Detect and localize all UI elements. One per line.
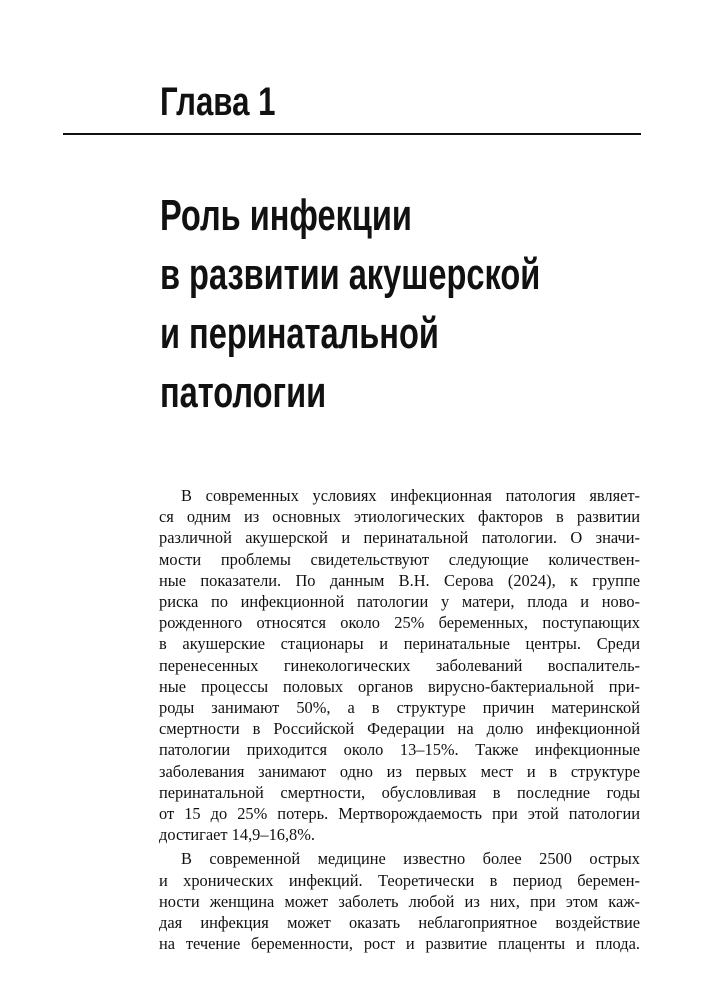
text-line: заболевания занимают одно из первых мест и в структуре bbox=[159, 761, 640, 781]
text-line: рожденного относятся около 25% беременных, поступающих bbox=[159, 613, 640, 633]
chapter-title-line: Роль инфекции bbox=[160, 191, 412, 240]
text-line: патологии приходится около 13–15%. Также инфекционные bbox=[159, 740, 640, 760]
paragraph-1 bbox=[159, 485, 640, 845]
text-line: роды занимают 50%, а в структуре причин материнской bbox=[159, 698, 640, 718]
text-line: достигает 14,9–16,8%. bbox=[159, 825, 315, 845]
chapter-title-line: в развитии акушерской bbox=[160, 250, 541, 299]
chapter-label: Глава 1 bbox=[160, 80, 276, 124]
chapter-title-line: и перинатальной bbox=[160, 309, 439, 358]
text-line: ные процессы половых органов вирусно-бактериальной при- bbox=[159, 676, 640, 696]
text-line: от 15 до 25% потерь. Мертворождаемость при этой патологии bbox=[159, 804, 640, 824]
paragraph-2 bbox=[159, 848, 640, 954]
chapter-divider bbox=[63, 133, 641, 135]
text-line: различной акушерской и перинатальной патологии. О значи- bbox=[159, 528, 640, 548]
text-line: ся одним из основных этиологических факторов в развитии bbox=[159, 507, 640, 527]
text-line: перенесенных гинекологических заболеваний воспалитель- bbox=[159, 655, 640, 675]
text-line: перинатальной смертности, обусловливая в последние годы bbox=[159, 782, 640, 802]
text-line: В современной медицине известно более 2500 острых bbox=[181, 849, 640, 869]
text-line: смертности в Российской Федерации на долю инфекционной bbox=[159, 719, 640, 739]
text-line: мости проблемы свидетельствуют следующие количествен- bbox=[159, 549, 640, 569]
body-text bbox=[159, 485, 640, 954]
text-line: ные показатели. По данным В.Н. Серова (2024), к группе bbox=[159, 570, 640, 590]
text-line: ности женщина может заболеть любой из них, при этом каж- bbox=[159, 891, 640, 911]
text-line: на течение беременности, рост и развитие плаценты и плода. bbox=[159, 934, 640, 954]
text-line: В современных условиях инфекционная патология являет- bbox=[181, 486, 640, 505]
text-line: дая инфекция может оказать неблагоприятное воздействие bbox=[159, 913, 640, 933]
chapter-title-line: патологии bbox=[160, 368, 327, 417]
text-line: в акушерские стационары и перинатальные центры. Среди bbox=[159, 634, 640, 654]
chapter-title bbox=[160, 186, 540, 422]
text-line: риска по инфекционной патологии у матери, плода и ново- bbox=[159, 592, 640, 612]
text-line: и хронических инфекций. Теоретически в период беремен- bbox=[159, 870, 640, 890]
